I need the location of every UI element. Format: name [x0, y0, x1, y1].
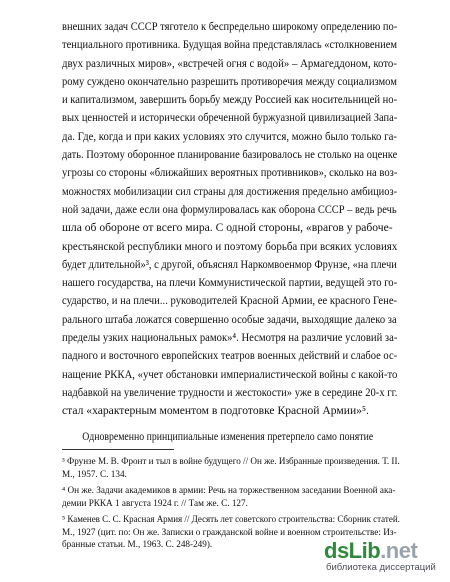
text-line: внешних задач СССР тяготело к беспредельно широкому определению по- — [62, 20, 398, 33]
body-paragraph — [62, 18, 397, 421]
text-line: будет длительной»³, с другой, объяснял Наркомвоенмор Фрунзе, «на плечи — [62, 257, 397, 271]
text-line: ной задачи, даже если она формулировалась как оборона СССР – ведь речь — [62, 202, 397, 216]
text-line: тенциального противника. Будущая война представлялась «столкновением — [62, 38, 398, 52]
text-line: пределы узких национальных рамок»⁴. Несмотря на различие условий за- — [62, 331, 398, 345]
logo-part-b: .net — [380, 538, 418, 563]
text-line: да. Где, когда и при каких условиях это случится, можно было только га- — [62, 129, 397, 143]
text-line: Одновременно принципиальные изменения претерпело само понятие — [82, 430, 374, 443]
footnote-line: М., 1927 (цит. по: Он же. Записки о гражданской войне и военном строительстве: Из- — [62, 526, 397, 537]
footnote-line: бранные статьи. М., 1963. С. 248-249). — [62, 539, 213, 550]
text-line: нащение РККА, «учет обстановки империалистической войны с какой-то — [62, 367, 398, 381]
text-line: крестьянской республики много и поэтому борьба при всяких условиях — [62, 239, 398, 253]
text-line: вых ценностей и исторически обреченной буржуазной цивилизацией Запа- — [62, 111, 398, 125]
text-line: стал «характерным моментом в подготовке Красной Армии»⁵. — [62, 404, 369, 418]
watermark-logo — [324, 538, 417, 564]
logo-part-a: dsLib — [324, 538, 381, 563]
text-line: угрозы со стороны «ближайших вероятных противников», сколько на воз- — [62, 166, 398, 180]
dslib-watermark — [324, 538, 442, 574]
footnote-line: демии РККА 1 августа 1924 г. // Там же. С. 127. — [62, 497, 248, 508]
footnote-line: ⁴ Он же. Задачи академиков в армии: Речь на торжественном заседании Военной ака- — [62, 485, 396, 495]
text-line: можностях мобилизации сил страны для достижения предельно амбициоз- — [62, 184, 398, 198]
footnote-line: ³ Фрунзе М. В. Фронт и тыл в войне будущего // Он же. Избранные произведения. Т. II. — [62, 456, 400, 466]
text-line: падного и восточного европейских театров военных действий и слабое ос- — [62, 349, 398, 363]
text-line: рального штаба ложатся совершенно особые задачи, выходящие далеко за — [62, 312, 397, 326]
footnote-line: М., 1957. С. 134. — [62, 468, 127, 479]
text-line: надбавкой на увеличение трудности и жестокости» уже в середине 20-х гг. — [62, 385, 398, 399]
text-line: нашего государства, на плечи Коммунистической партии, ведущей это го- — [62, 276, 398, 290]
text-line: сударство, и на плечи... руководителей Красной Армии, ее красного Гене- — [62, 294, 398, 308]
text-line: и капитализмом, завершить борьбу между Россией как носительницей но- — [62, 93, 398, 107]
text-line: шла об обороне от всего мира. С одной стороны, «врагов у рабоче- — [62, 221, 393, 235]
text-line: дать. Поэтому оборонное планирование базировалось не столько на оценке — [62, 148, 398, 162]
footnote-4 — [62, 484, 400, 509]
paragraph-2 — [62, 428, 397, 446]
footnote-line: ⁵ Каменев С. С. Красная Армия // Десять лет советского строительства: Сборник статей. — [62, 514, 400, 524]
footnote-3 — [62, 455, 400, 480]
text-line: двух различных миров», «встречей огня с водой» – Армагеддоном, кото- — [62, 56, 397, 70]
footnote-separator — [62, 449, 174, 450]
watermark-subtitle: библиотека диссертаций — [326, 562, 436, 573]
text-line: рому суждено окончательно разрешить противоречия между социализмом — [62, 74, 397, 88]
